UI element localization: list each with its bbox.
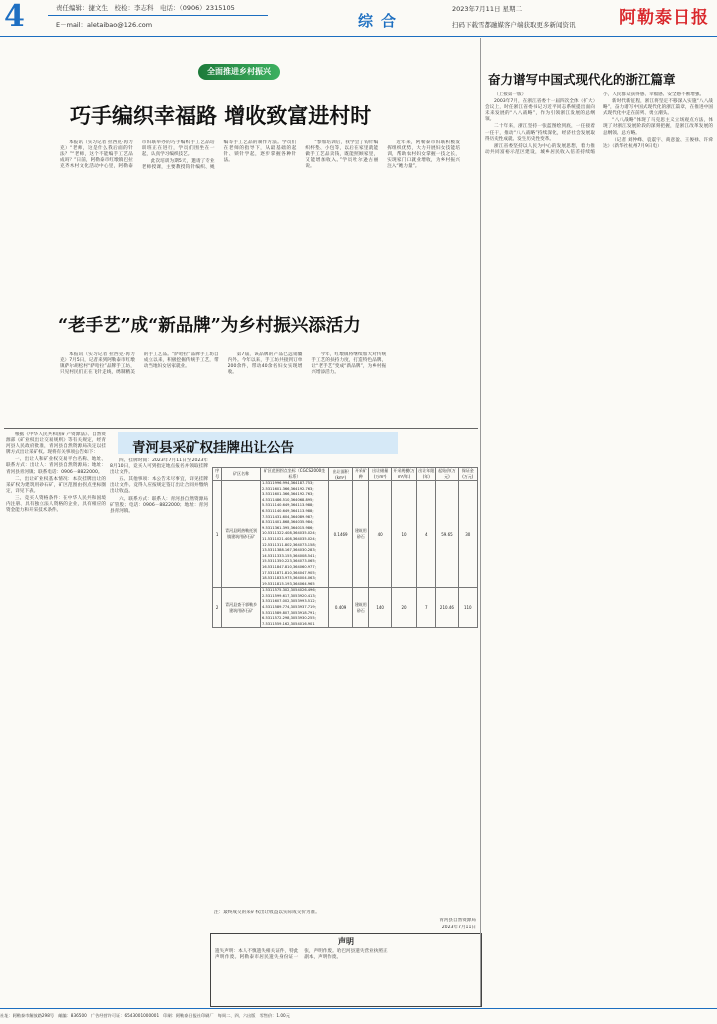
table-cell: 0.409 — [328, 588, 352, 628]
table-cell: 4 — [417, 481, 436, 588]
table-header: 起始价(万元) — [436, 468, 458, 481]
statement-box — [210, 933, 482, 1007]
table-cell-coords: 1.5311575.302,3054026.496; 2.5311599.617,3053920.413; 3.5311607.002,3053993.512; 4.5311589.774,3053937.719; 5.5311589.807,3053918.791; 6.5311572.298,3053930.255; 7.5311559.162,3054016.901 — [261, 588, 329, 628]
table-header: 序号 — [213, 468, 222, 481]
story2-paragraph: 本报讯（实习记者 拉西克·再力克）7月5日，记者来到阿勒泰市红墩镇萨尔胡松村“萨哈拉”品牌手工坊，只见村民们正在飞针走线，绣制精美的手工艺品。“萨哈拉”品牌手工坊自成立以来，积极挖掘传统手工艺，带动当地妇女居家就业。 — [60, 352, 219, 376]
table-header: 出让储量(万m³) — [369, 468, 392, 481]
page-number: 4 — [4, 0, 25, 34]
notice-body-left — [6, 432, 106, 1007]
table-cell: 2 — [213, 588, 222, 628]
story2-paragraph: 第7届，该品牌的产品已远销疆内外。今年以来，手工坊共接到订单200余件，带动40余名妇女实现增收。 — [227, 352, 303, 376]
table-cell: 1 — [213, 481, 222, 588]
notice-paragraph: 二、出让矿业权基本情况：本次挂牌出让的采矿权为建筑用砂石矿，矿区范围由拐点坐标圈定，详见下表。 — [6, 476, 106, 494]
table-cell: 青河县查干郭勒乡建筑用砂石矿 — [222, 588, 261, 628]
mining-right-table — [212, 467, 478, 628]
notice-issuer: 青河县自然资源局 — [439, 918, 476, 923]
story1-paragraph: 近年来，阿勒泰市妇联积极发挥组织优势，大力开展妇女技能培训，帮助农村妇女掌握一技之长，实现家门口就业增收，为乡村振兴注入“她力量”。 — [387, 140, 460, 170]
notice-paragraph: 五、其他事项：本公告未尽事宜，详见挂牌出让文件。竞得人应按规定签订出让合同并缴纳出让收益。 — [110, 477, 208, 495]
table-row — [213, 588, 478, 628]
page-header — [0, 0, 717, 37]
table-header: 矿区范围拐点坐标（CGCS2000坐标系） — [261, 468, 329, 481]
table-cell: 40 — [369, 481, 392, 588]
newspaper-logo: 阿勒泰日报 — [619, 8, 709, 28]
story3-paragraph: 二十年来，浙江坚持一张蓝图绘到底，一任接着一任干，推动“八八战略”持续深化，经济社会发展取得历史性成就、发生历史性变革。 — [485, 124, 595, 142]
statement-title: 声明 — [338, 937, 354, 946]
notice-title: 青河县采矿权挂牌出让公告 — [132, 440, 294, 456]
story1-paragraph: 本报讯（实习记者 拉西克·再力克）“老师，这是什么我后面的针法？”“老师，这个不能编手工艺品成吗？”日前，阿勒泰市红墩镇巴拉克齐木村文化活动中心里，阿勒泰市妇联举办的巧手编织手工艺品培训班正在进行，学员们围坐在一起，认真学习编织技艺。 — [60, 140, 215, 170]
story1-paragraph: “参加培训后，我学会了钩针编织杯垫、小包等，以后在家里就能做手工艺品卖钱，既能照顾家里，又能增加收入。”学员吐尔逊古丽说。 — [305, 140, 379, 170]
story2-headline: “老手艺”成“新品牌”为乡村振兴添活力 — [58, 316, 361, 336]
date-line: 2023年7月11日 星期二 — [452, 5, 523, 13]
notice-paragraph: 六、联系方式：联系人：青河县自然资源局矿管股；电话：0906－8822000；地址：青河县青河镇。 — [110, 496, 208, 514]
table-cell: 30 — [458, 481, 477, 588]
story3-paragraph: （记者 刘仲峰、袁震宇、商意盈、王俊禄、许舜达）（新华社杭州7月9日电） — [603, 137, 713, 149]
notice-date: 2023年7月11日 — [441, 925, 476, 930]
notice-body-mid — [110, 458, 208, 1008]
table-cell: 0.1469 — [328, 481, 352, 588]
story3-paragraph: 浙江省委坚持以人民为中心的发展思想，着力推动共同富裕示范区建设，城乡居民收入倍差持续缩小，人民群众获得感、幸福感、安全感不断增强。 — [485, 92, 705, 155]
story3-subhead: （上接第一版） — [494, 92, 527, 97]
table-cell: 建筑用砂石 — [353, 588, 369, 628]
table-cell: 青河县阿热勒托别镇建筑用砂石矿 — [222, 481, 261, 588]
table-header: 矿区名称 — [222, 468, 261, 481]
story3-paragraph: 新时代新征程，浙江将坚定不移深入实施“八八战略”，奋力谱写中国式现代化的浙江篇章，在推进中国式现代化中走在前列、勇立潮头。 — [603, 99, 713, 117]
notice-paragraph: 根据《中华人民共和国矿产资源法》、自然资源部《矿业权出让交易规则》等有关规定，经青河县人民政府批准，青河县自然资源局决定以挂牌方式出让采矿权。现将有关事项公告如下： — [6, 432, 106, 456]
email-line: E－mail：aletaibao@126.com — [56, 21, 153, 29]
story1-headline: 巧手编织幸福路 增收致富进村时 — [70, 103, 372, 128]
table-cell: 7 — [417, 588, 436, 628]
table-header: 出让年限(年) — [418, 468, 435, 479]
table-note: 注：最终成交的采矿权出让收益以实际成交价为准。 — [214, 910, 320, 915]
table-cell-coords: 1.5311996.994,364187.753; 2.5311601.366,364192.763; 3.5311601.366,364192.763; 4.5311486.510,364068.895; 5.5311140.649,364113.988; 6.5311140.649,364113.988; 7.5311431.604,364089.987; 8.5311401.868,364035.984; 9.5311361.395,364015.986; 10.5311322.408,364035.024; 11.5311021.408,364035.024; 12.5311311.802,364073.158; 13.5311388.167,364030.283; 14.5311333.155,364008.541; 15.5311350.223,364073.065; 16.5311847.810,364060.977; 17.5311871.810,364047.905; 18.5311833.975,364004.063; 19.5311815.193,364064.965 — [261, 481, 329, 588]
table-cell: 110 — [458, 588, 477, 628]
story3-paragraph: 2003年7月，在浙江省委十一届四次全体（扩大）会议上，时任浙江省委书记习近平同志系统提出面向未来发展的“八八战略”，作为引领浙江发展的总纲领。 — [485, 99, 595, 123]
table-header: 开采矿种 — [353, 468, 369, 481]
table-header: 出让面积(km²) — [328, 468, 352, 481]
story2-body — [60, 352, 470, 422]
story3-paragraph: “八八战略”体现了马克思主义立场观点方法，体现了对浙江发展阶段的深刻把握，是浙江改革发展的总纲领、总方略。 — [603, 118, 713, 136]
page-footer: 社址：阿勒泰市解放路298号 邮编：836500 广告经营许可证：6543001000001 印刷：阿勒泰日报社印刷厂 每周二、四、六出版 零售价：1.00元 — [0, 1008, 717, 1024]
table-cell: 建筑用砂石 — [353, 481, 369, 588]
notice-paragraph: 三、竞买人资格条件：在中华人民共和国境内注册、具有独立法人资格的企业，具有相应的资金能力和开采技术条件。 — [6, 495, 106, 514]
story2-paragraph: 今年，红墩镇将继续加大对传统手工艺的扶持力度，打造特色品牌，让“老手艺”变成“新品牌”，为乡村振兴增添活力。 — [311, 352, 387, 376]
section-title: 综合 — [358, 12, 405, 30]
story3-body — [485, 92, 713, 1004]
editor-line: 责任编辑：捷文生 校检：李志科 电话：（0906）2315105 — [56, 4, 235, 12]
notice-paragraph: 一、出让人和矿业权交易平台名称、地址、联系方式：出让人：青河县自然资源局；地址：青河县青河镇；联系电话：0906－8822000。 — [6, 457, 106, 475]
table-cell: 10 — [391, 481, 416, 588]
table-cell: 140 — [369, 588, 392, 628]
notice-paragraph: 四、挂牌时间：2023年7月11日至2023年8月10日，竞买人可到指定地点报名并领取挂牌出让文件。 — [110, 458, 208, 476]
banner-badge: 全面推进乡村振兴 — [198, 64, 280, 80]
table-row — [213, 481, 478, 588]
table-cell: 210.46 — [436, 588, 458, 628]
story1-body — [60, 140, 460, 292]
table-header: 开采规模(万m³/年) — [393, 468, 415, 479]
statement-body: 遗失声明：本人不慎遗失相关证件，特此声明作废。阿勒泰市居民遗失身份证一张，声明作废。哈巴河县遗失营业执照正副本，声明作废。 — [215, 949, 388, 961]
story1-paragraph: 此次培训为期5天，邀请了专业老师授课，主要教授钩针编织、绳编等手工艺品的制作方法。学员们在老师的指导下，从最基础的起针、锁针学起，逐步掌握各种针法。 — [141, 140, 297, 171]
app-line[interactable]: 扫码下载雪都融媒客户端获取更多新闻资讯 — [452, 21, 576, 29]
story3-headline: 奋力谱写中国式现代化的浙江篇章 — [488, 72, 676, 87]
table-cell: 59.65 — [436, 481, 458, 588]
table-cell: 20 — [391, 588, 416, 628]
table-header: 保证金(万元) — [458, 468, 477, 481]
